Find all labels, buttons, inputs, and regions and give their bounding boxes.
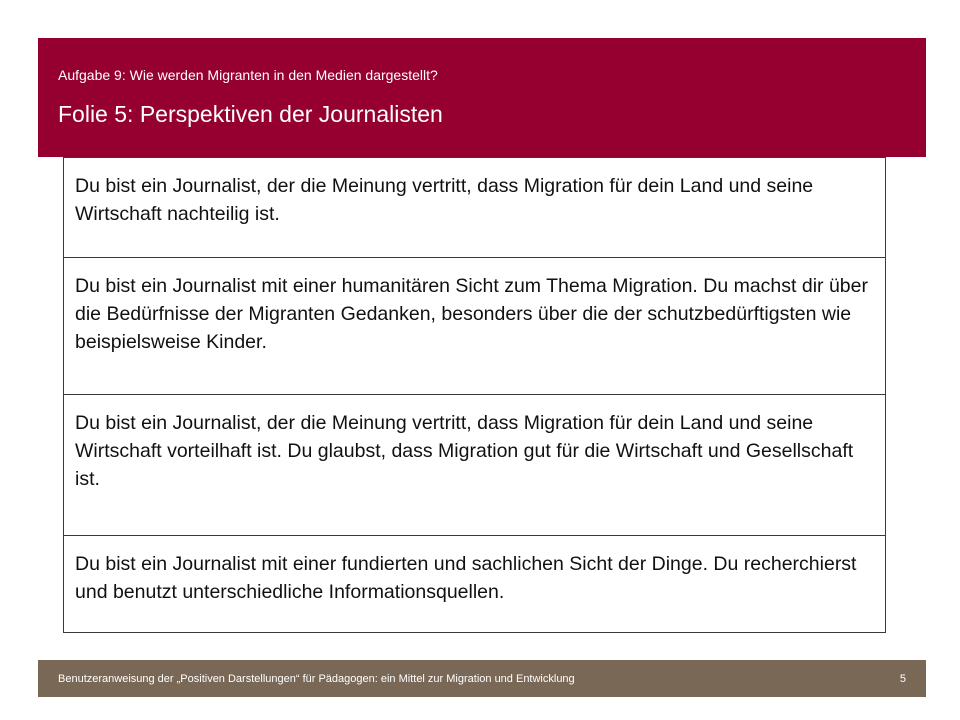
table-row: [64, 258, 886, 395]
table-row: [64, 158, 886, 258]
perspective-factual: Du bist ein Journalist mit einer fundierten und sachlichen Sicht der Dinge. Du recherchierst und benutzt unterschiedliche Informationsquellen.: [64, 536, 886, 633]
perspective-positive-economy: Du bist ein Journalist, der die Meinung vertritt, dass Migration für dein Land und seine Wirtschaft vorteilhaft ist. Du glaubst, dass Migration gut für die Wirtschaft und Gesellschaft ist.: [64, 395, 886, 536]
footer-text: Benutzeranweisung der „Positiven Darstellungen“ für Pädagogen: ein Mittel zur Migration und Entwicklung: [58, 673, 575, 685]
slide-subtitle: Aufgabe 9: Wie werden Migranten in den Medien dargestellt?: [58, 67, 438, 83]
slide-footer: [38, 660, 926, 697]
perspectives-table: [63, 157, 886, 633]
perspective-humanitarian: Du bist ein Journalist mit einer humanitären Sicht zum Thema Migration. Du machst dir über die Bedürfnisse der Migranten Gedanken, besonders über die der schutzbedürftigsten wie beispielsweise Kinder.: [64, 258, 886, 395]
page-number: 5: [899, 673, 906, 685]
perspective-negative-economy: Du bist ein Journalist, der die Meinung vertritt, dass Migration für dein Land und seine Wirtschaft nachteilig ist.: [64, 158, 886, 258]
table-row: [64, 395, 886, 536]
slide-title: Folie 5: Perspektiven der Journalisten: [58, 101, 443, 127]
table-row: [64, 536, 886, 633]
slide-header: [38, 38, 926, 157]
